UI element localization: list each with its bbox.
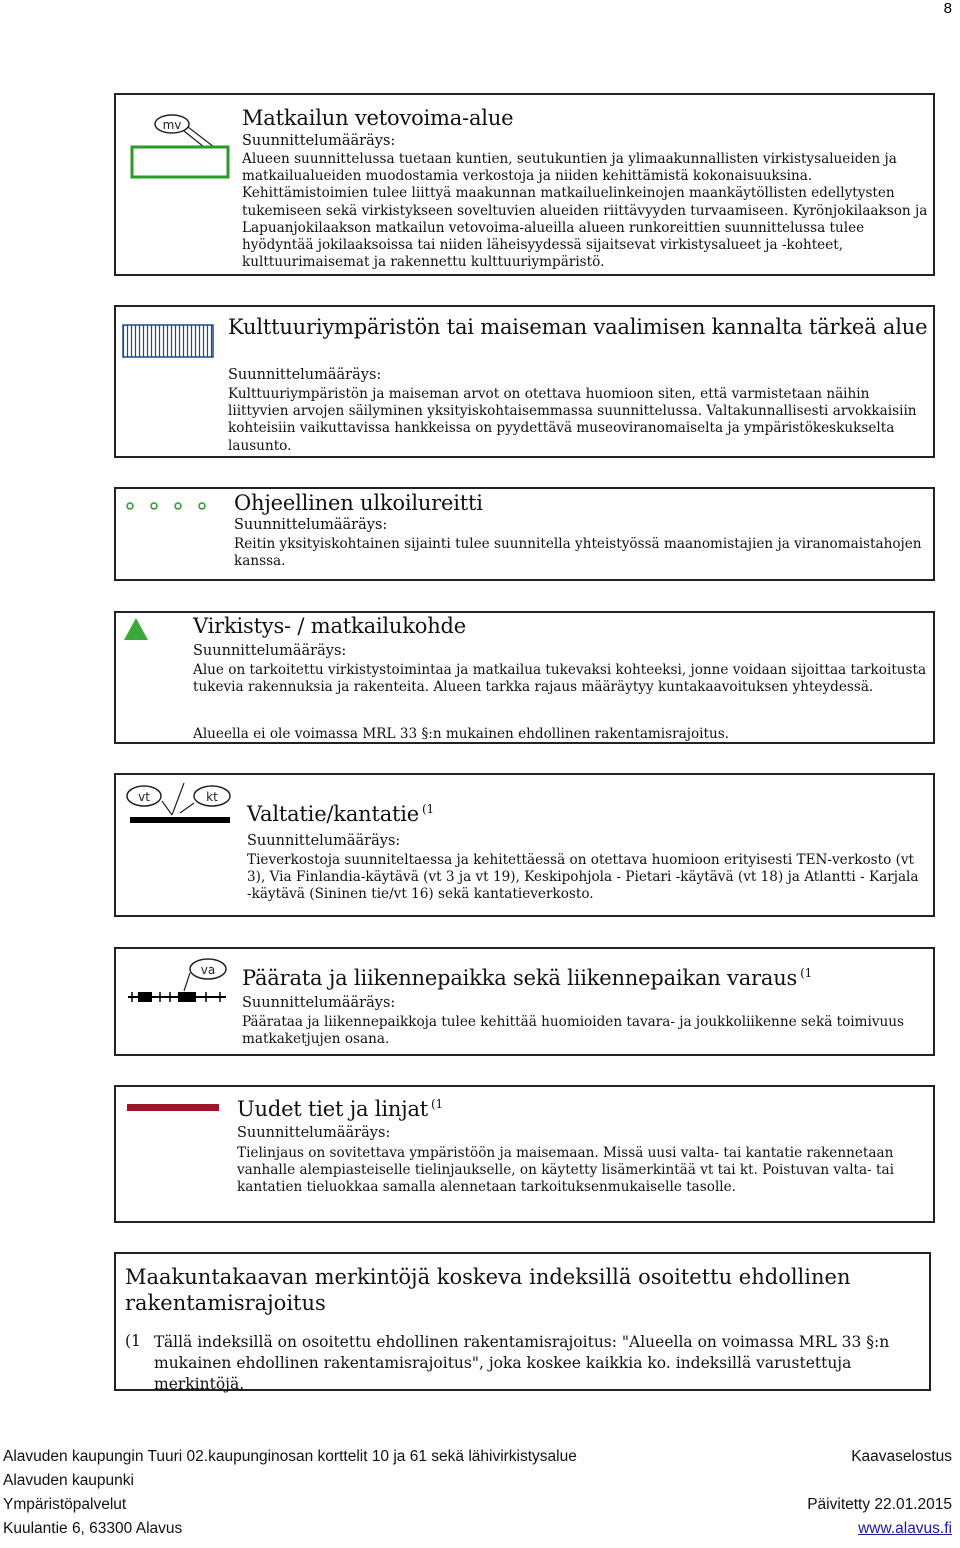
entry-title-text: Valtatie/kantatie: [247, 802, 420, 826]
page-footer: [0, 1448, 960, 1548]
title-index: (1: [431, 1097, 443, 1111]
entry-title: Kulttuuriympäristön tai maiseman vaalimisen kannalta tärkeä alue: [228, 315, 928, 339]
cultural-landscape-symbol: [122, 324, 214, 358]
entry-title: Virkistys- / matkailukohde: [193, 614, 467, 638]
footer-document-type: Kaavaselostus: [851, 1448, 952, 1465]
legend-entry-paarata: [114, 947, 935, 1056]
entry-subtitle: Suunnittelumääräys:: [234, 517, 388, 533]
entry-text: Alueen suunnittelussa tuetaan kuntien, seutukuntien ja ylimaakunnallisten virkistysalueiden ja matkailualueiden muodostamia verkostoja ja niiden kehittämistä kokonaisuuksina. Kehittämistoimien tulee liittyä maakunnan matkailuelinkeinojen maankäytöllisten edellytysten tukemiseen sekä virkistykseen soveltuvien alueiden riittävyyden turvaamiseen. Kyrönjokilaakson ja Lapuanjokilaakson matkailun vetovoima-alueilla alueen runkoreittien suunnittelussa tulee hyödyntää jokilaaksoissa tai niiden läheisyydessä sijaitsevat virkistysalueet ja -kohteet, kulttuurimaisemat ja rakennettu kulttuuriympäristö.: [242, 151, 928, 271]
entry-title: Matkailun vetovoima-alue: [242, 106, 514, 130]
index-box-title: Maakuntakaavan merkintöjä koskeva indeksillä osoitettu ehdollinen rakentamisrajoitus: [125, 1265, 851, 1315]
entry-title-text: Päärata ja liikennepaikka sekä liikennepaikan varaus: [242, 966, 798, 990]
entry-title: Ohjeellinen ulkoilureitti: [234, 491, 483, 515]
green-triangle-icon: [123, 617, 149, 641]
new-road-symbol: [126, 1103, 220, 1113]
entry-text: Tieverkostoja suunniteltaessa ja kehitettäessä on otettava huomioon erityisesti TEN-verkosto (vt 3), Via Finlandia-käytävä (vt 3 ja vt 19), Keskipohjola - Pietari -käytävä (vt 18) ja Atlantti - Karjala -käytävä (Sininen tie/vt 16) sekä kantatieverkosto.: [247, 852, 919, 903]
footer-address: Kuulantie 6, 63300 Alavus: [3, 1520, 183, 1537]
entry-subtitle: Suunnittelumääräys:: [242, 995, 396, 1011]
footer-website: [858, 1520, 952, 1538]
legend-entry-virkistys-matkailukohde: [114, 611, 935, 744]
entry-text: Alue on tarkoitettu virkistystoimintaa ja matkailua tukevaksi kohteeksi, jonne voidaan sijoittaa tarkoitusta tukevia rakennuksia ja rakenteita. Alueen tarkka rajaus määräytyy kuntakaavoituksen yhteydessä.: [193, 662, 927, 696]
tourism-area-symbol: [128, 111, 233, 181]
title-index: (1: [422, 802, 434, 816]
entry-text: Tielinjaus on sovitettava ympäristöön ja maisemaan. Missä uusi valta- tai kantatie rakennetaan vanhalle alempiasteiselle tielinjaukselle, on käytetty lisämerkintää vt tai kt. Poistuvan valta- tai kantatien tieluokkaa samalla alennetaan tarkoituksenmukaiselle tasolle.: [237, 1145, 894, 1196]
entry-subtitle: Suunnittelumääräys:: [228, 367, 382, 383]
entry-title: [242, 966, 812, 990]
symbol-label-mv: mv: [162, 118, 182, 132]
legend-entry-valtatie-kantatie: [114, 773, 935, 917]
index-marker: (1: [125, 1332, 141, 1350]
legend-entry-kulttuuriymparisto: [114, 305, 935, 458]
entry-subtitle: Suunnittelumääräys:: [247, 833, 401, 849]
website-link[interactable]: www.alavus.fi: [858, 1520, 952, 1537]
entry-note: Alueella ei ole voimassa MRL 33 §:n mukainen ehdollinen rakentamisrajoitus.: [193, 726, 729, 742]
entry-text: Reitin yksityiskohtainen sijainti tulee suunnitella yhteistyössä maanomistajien ja viranomaistahojen kanssa.: [234, 536, 922, 570]
legend-entry-matkailun-vetovoima-alue: [114, 93, 935, 276]
entry-subtitle: Suunnittelumääräys:: [237, 1125, 391, 1141]
footer-department: Ympäristöpalvelut: [3, 1496, 127, 1513]
legend-entry-uudet-tiet: [114, 1085, 935, 1223]
page-number: 8: [943, 0, 952, 17]
legend-entry-ulkoilureitti: [114, 487, 935, 581]
railway-symbol: [126, 957, 236, 1007]
entry-text: Kulttuuriympäristön ja maiseman arvot on otettava huomioon siten, että varmistetaan näihin liittyvien arvojen säilyminen yksityiskohtaisemmassa suunnittelussa. Valtakunnallisesti arvokkaisiin kohteisiin vaikuttavissa hankkeissa on pyydettävä museoviranomaiselta ja ympäristökeskukselta lausunto.: [228, 386, 917, 454]
entry-subtitle: Suunnittelumääräys:: [242, 133, 396, 149]
entry-title: [237, 1097, 443, 1121]
footer-document-title: Alavuden kaupungin Tuuri 02.kaupunginosan korttelit 10 ja 61 sekä lähivirkistysalue: [3, 1448, 577, 1465]
footer-updated-date: Päivitetty 22.01.2015: [807, 1496, 952, 1513]
entry-subtitle: Suunnittelumääräys:: [193, 643, 347, 659]
symbol-label-kt: kt: [206, 790, 218, 804]
entry-title-text: Uudet tiet ja linjat: [237, 1097, 429, 1121]
entry-text: Päärataa ja liikennepaikkoja tulee kehittää huomioiden tavara- ja joukkoliikenne sekä toimivuus matkaketjujen osana.: [242, 1014, 905, 1048]
symbol-label-vt: vt: [138, 790, 150, 804]
main-road-symbol: [122, 779, 234, 829]
outdoor-route-symbol: [124, 499, 210, 513]
symbol-label-va: va: [200, 963, 216, 977]
footer-organization: Alavuden kaupunki: [3, 1472, 134, 1489]
title-index: (1: [800, 966, 813, 980]
entry-title: [247, 802, 434, 826]
index-explanation-box: [114, 1252, 931, 1391]
index-box-text: Tällä indeksillä on osoitettu ehdollinen rakentamisrajoitus: "Alueella on voimassa MRL 33 §:n mukainen ehdollinen rakentamisrajoitus", joka koskee kaikkia ko. indeksillä varustettuja merkintöjä.: [154, 1333, 890, 1393]
